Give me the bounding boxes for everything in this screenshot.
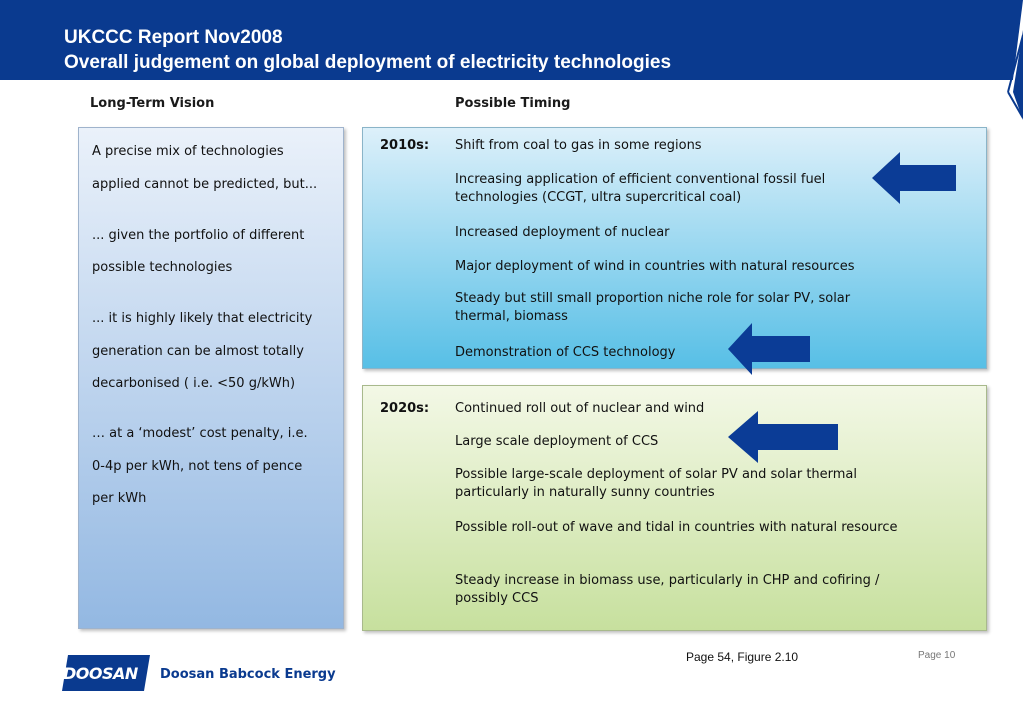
decade-label-2020s: 2020s: [380,401,430,416]
timing-item: Possible large-scale deployment of solar PV and solar thermal particularly in naturally sunny countries [455,467,858,500]
header-banner [0,0,1023,80]
timing-item: Large scale deployment of CCS [455,434,659,449]
vision-line: decarbonised ( i.e. <50 g/kWh) [92,376,296,391]
left-arrow-icon [728,411,838,463]
company-name: Doosan Babcock Energy [160,667,336,682]
header-slash-decoration [983,0,1023,130]
vision-line: generation can be almost totally [92,344,304,359]
timing-item: Demonstration of CCS technology [455,345,676,360]
logo-word: DOOSAN [63,664,138,683]
vision-line: applied cannot be predicted, but... [92,177,318,192]
timing-item: Continued roll out of nuclear and wind [455,401,705,416]
timing-item: Steady increase in biomass use, particularly in CHP and cofiring / possibly CCS [455,573,880,606]
left-arrow-icon [728,323,810,375]
title-line-2: Overall judgement on global deployment of electricity technologies [64,52,672,73]
page-number: Page 10 [918,650,956,661]
vision-line: ... given the portfolio of different [92,228,305,243]
timing-item: Possible roll-out of wave and tidal in countries with natural resource [455,520,898,535]
timing-item: Increased deployment of nuclear [455,225,670,240]
vision-line: 0-4p per kWh, not tens of pence [92,459,303,474]
left-arrow-icon [872,152,956,204]
timing-item: Increasing application of efficient conventional fossil fuel technologies (CCGT, ultra supercritical coal) [455,172,826,205]
vision-line: possible technologies [92,260,233,275]
vision-line: … at a ‘modest’ cost penalty, i.e. [92,426,308,441]
possible-timing-heading: Possible Timing [455,96,571,111]
timing-item: Steady but still small proportion niche role for solar PV, solar thermal, biomass [455,291,851,324]
decade-label-2010s: 2010s: [380,138,430,153]
vision-line: ... it is highly likely that electricity [92,311,313,326]
timing-item: Major deployment of wind in countries with natural resources [455,259,855,274]
timing-item: Shift from coal to gas in some regions [455,138,702,153]
figure-reference: Page 54, Figure 2.10 [686,650,799,664]
vision-line: per kWh [92,491,147,506]
long-term-vision-heading: Long-Term Vision [90,96,215,111]
timing-2020s-panel [362,385,987,631]
vision-panel [78,127,344,629]
vision-line: A precise mix of technologies [92,144,284,159]
title-line-1: UKCCC Report Nov2008 [64,27,283,48]
